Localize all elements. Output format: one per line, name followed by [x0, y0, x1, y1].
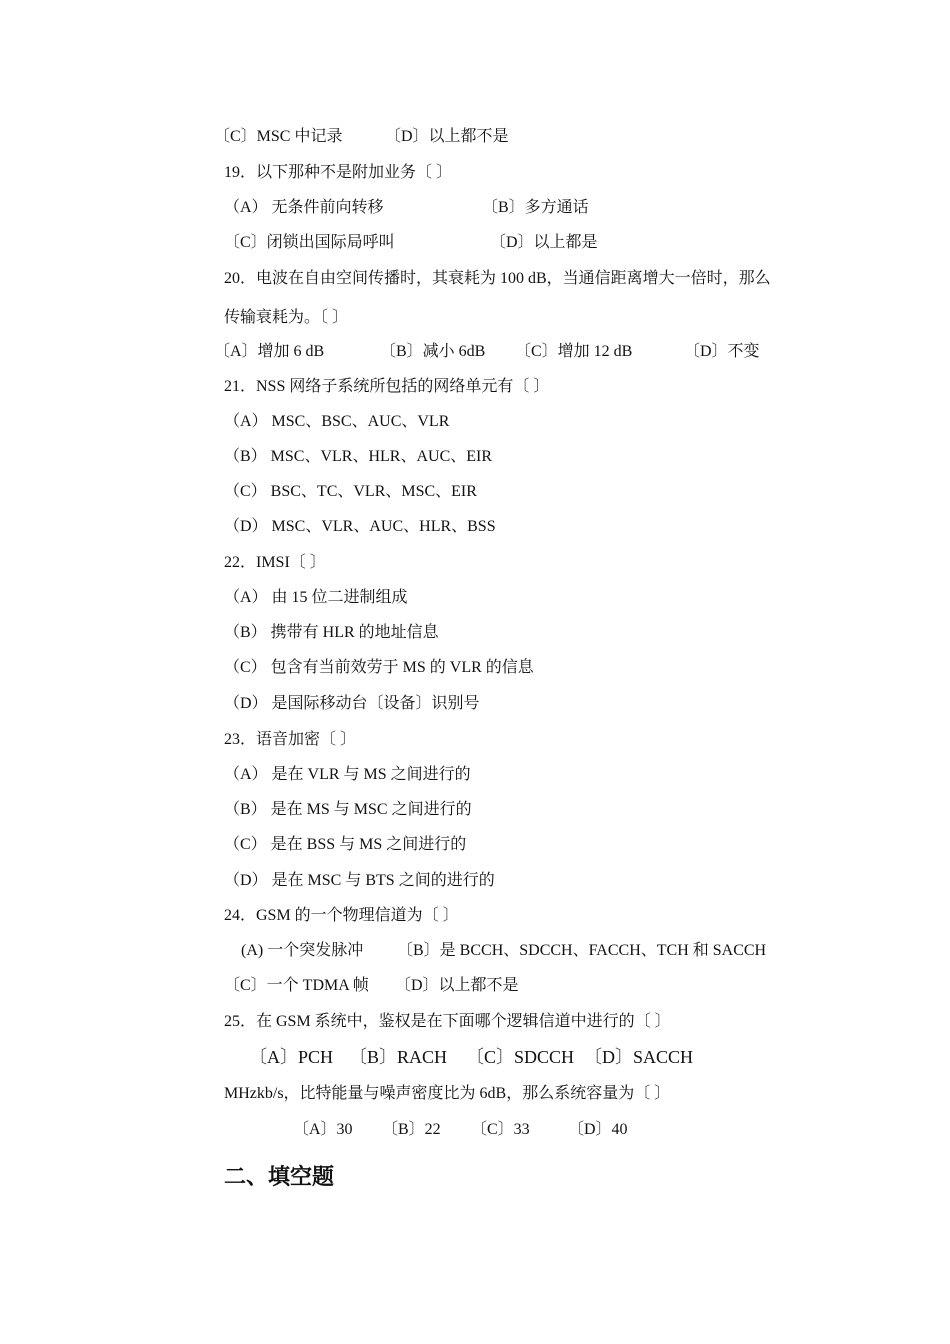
q20-option-a: 〔A〕增加 6 dB	[214, 343, 325, 360]
q22-option-a: （A） 由 15 位二进制组成	[224, 589, 408, 606]
q20-option-c: 〔C〕增加 12 dB	[515, 343, 633, 360]
q22-option-c: （C） 包含有当前效劳于 MS 的 VLR 的信息	[224, 659, 534, 676]
q26-option-b: 〔B〕22	[382, 1121, 441, 1138]
q23-option-d: （D） 是在 MSC 与 BTS 之间的进行的	[224, 872, 495, 889]
q23-option-c: （C） 是在 BSS 与 MS 之间进行的	[224, 836, 467, 853]
q21-stem: 21．NSS 网络子系统所包括的网络单元有〔 〕	[224, 378, 550, 395]
q21-option-a: （A） MSC、BSC、AUC、VLR	[224, 413, 450, 430]
q25-stem: 25．在 GSM 系统中，鉴权是在下面哪个逻辑信道中进行的〔 〕	[224, 1013, 671, 1030]
q24-option-d: 〔D〕以上都不是	[395, 977, 519, 994]
q25-option-d: 〔D〕SACCH	[584, 1047, 694, 1067]
q18-option-d: 〔D〕以上都不是	[385, 128, 509, 145]
q23-option-b: （B） 是在 MS 与 MSC 之间进行的	[224, 801, 472, 818]
q20-stem-line2: 传输衰耗为。〔 〕	[224, 309, 349, 326]
q19-option-c: 〔C〕闭锁出国际局呼叫	[224, 234, 395, 251]
q24-option-c: 〔C〕一个 TDMA 帧	[224, 977, 369, 994]
q24-option-b: 〔B〕是 BCCH、SDCCH、FACCH、TCH 和 SACCH	[397, 942, 767, 959]
q26-stem: MHzkb/s，比特能量与噪声密度比为 6dB，那么系统容量为〔 〕	[224, 1085, 671, 1102]
section-heading: 二、填空题	[224, 1165, 335, 1190]
q22-stem: 22．IMSI〔 〕	[224, 554, 326, 571]
q25-option-b: 〔B〕RACH	[349, 1047, 448, 1067]
q25-option-c: 〔C〕SDCCH	[466, 1047, 575, 1067]
q19-option-a: （A） 无条件前向转移	[224, 199, 384, 216]
q26-option-d: 〔D〕40	[568, 1121, 628, 1138]
q24-stem: 24．GSM 的一个物理信道为〔 〕	[224, 907, 459, 924]
q23-stem: 23．语音加密〔 〕	[224, 731, 357, 748]
q22-option-b: （B） 携带有 HLR 的地址信息	[224, 624, 439, 641]
q22-option-d: （D） 是国际移动台〔设备〕识别号	[224, 695, 480, 712]
q19-stem: 19．以下那种不是附加业务〔 〕	[224, 164, 453, 181]
q21-option-c: （C） BSC、TC、VLR、MSC、EIR	[224, 483, 477, 500]
q20-option-b: 〔B〕减小 6dB	[380, 343, 486, 360]
q23-option-a: （A） 是在 VLR 与 MS 之间进行的	[224, 766, 471, 783]
q18-option-c: 〔C〕MSC 中记录	[214, 128, 343, 145]
q19-option-b: 〔B〕多方通话	[482, 199, 589, 216]
q26-option-a: 〔A〕30	[293, 1121, 353, 1138]
q19-option-d: 〔D〕以上都是	[490, 234, 598, 251]
q20-option-d: 〔D〕不变	[684, 343, 760, 360]
q20-stem-line1: 20．电波在自由空间传播时，其衰耗为 100 dB，当通信距离增大一倍时，那么	[224, 270, 771, 287]
q21-option-b: （B） MSC、VLR、HLR、AUC、EIR	[224, 448, 493, 465]
q26-option-c: 〔C〕33	[471, 1121, 530, 1138]
q24-option-a: (A) 一个突发脉冲	[241, 942, 364, 959]
q25-option-a: 〔A〕PCH	[249, 1047, 334, 1067]
q21-option-d: （D） MSC、VLR、AUC、HLR、BSS	[224, 518, 496, 535]
